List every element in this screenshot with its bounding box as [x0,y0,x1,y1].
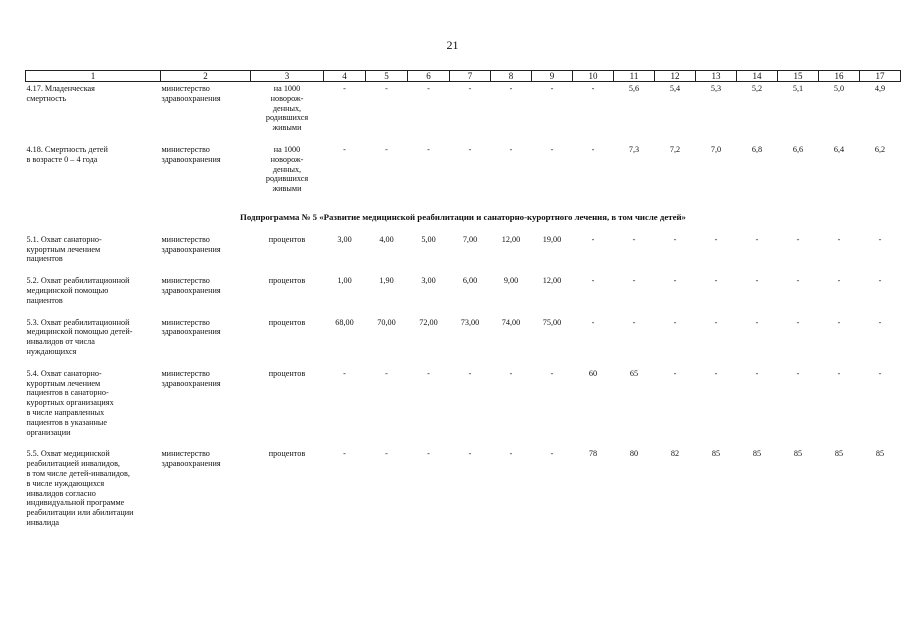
table-row [26,274,901,305]
year-value-cell: - [714,368,718,378]
row-spacer-cell [26,357,901,367]
year-value-cell: - [550,449,554,459]
year-value-cell: 7,0 [710,144,722,154]
year-value-cell: - [714,234,718,244]
year-value-cell: - [796,317,800,327]
unit-of-measure: процентов [268,276,306,286]
year-value-cell: 5,3 [710,84,722,93]
table-row [26,143,901,194]
year-value-cell: - [591,84,595,93]
year-value-cell: - [632,234,636,244]
row-spacer [26,194,901,204]
year-value-cell: - [673,276,677,286]
column-number-header: 3 [251,71,324,82]
year-value-cell: 85 [711,449,721,459]
indicator-name: 5.3. Охват реабилитационной медицинской помощью детей- инвалидов от числа нуждающихся [26,317,133,356]
row-spacer [26,306,901,316]
column-number-header: 7 [450,71,491,82]
year-value-cell: - [427,449,430,459]
year-value-cell: 6,6 [792,144,804,154]
year-value-cell: 5,1 [792,84,804,93]
table-row [26,367,901,438]
indicator-name: 5.2. Охват реабилитационной медицинской помощью пациентов [26,276,130,305]
year-value-cell: - [550,84,554,93]
responsible-authority: министерство здравоохранения [161,84,221,103]
year-value-cell: - [632,317,636,327]
year-value-cell: - [673,234,677,244]
unit-of-measure: процентов [268,317,306,327]
year-value-cell: - [673,368,677,378]
row-spacer-cell [26,264,901,274]
year-value-cell: 5,6 [628,84,640,93]
year-value-cell: - [755,234,759,244]
year-value-cell: 19,00 [542,234,562,244]
year-value-cell: - [796,276,800,286]
unit-of-measure: процентов [268,368,306,378]
year-value-cell: 74,00 [501,317,521,327]
year-value-cell: - [427,144,430,154]
table-row [26,316,901,357]
responsible-authority: министерство здравоохранения [161,276,221,295]
row-spacer-cell [26,437,901,447]
year-value-cell: - [343,368,346,378]
row-spacer [26,357,901,367]
subprogram-section-row [26,204,901,233]
year-value-cell: - [509,144,513,154]
year-value-cell: 9,00 [503,276,519,286]
year-value-cell: - [385,84,388,93]
row-spacer [26,437,901,447]
year-value-cell: 68,00 [335,317,354,327]
year-value-cell: - [591,234,595,244]
column-number-header: 4 [324,71,366,82]
year-value-cell: - [714,276,718,286]
year-value-cell: 4,9 [874,84,886,93]
column-number-header: 1 [26,71,161,82]
year-value-cell: - [343,144,346,154]
indicator-name: 5.5. Охват медицинской реабилитацией инвалидов, в том числе детей-инвалидов, в числе нуждающихся инвалидов согласно индивидуальной программе реабилитации или абилитации инвалида [26,449,134,527]
responsible-authority: министерство здравоохранения [161,144,221,164]
row-spacer [26,264,901,274]
year-value-cell: 6,8 [751,144,763,154]
year-value-cell: - [385,449,388,459]
row-spacer-cell [26,306,901,316]
indicators-table [25,70,901,538]
year-value-cell: - [468,449,472,459]
year-value-cell: - [837,276,841,286]
year-value-cell: 1,00 [337,276,352,286]
column-number-header: 16 [819,71,860,82]
year-value-cell: - [878,368,882,378]
year-value-cell: 5,00 [421,234,436,244]
year-value-cell: - [796,234,800,244]
row-spacer-cell [26,194,901,204]
indicator-name: 5.1. Охват санаторно- курортным лечением пациентов [26,234,102,264]
column-number-header: 17 [860,71,901,82]
column-number-header: 2 [161,71,251,82]
year-value-cell: - [878,317,882,327]
year-value-cell: 75,00 [542,317,562,327]
column-number-header: 6 [408,71,450,82]
year-value-cell: - [550,368,554,378]
year-value-cell: 6,4 [833,144,845,154]
year-value-cell: - [755,317,759,327]
year-value-cell: - [509,449,513,459]
unit-of-measure: процентов [268,449,306,459]
year-value-cell: 3,00 [337,234,352,244]
year-value-cell: - [385,368,388,378]
row-spacer-cell [26,528,901,538]
year-value-cell: 70,00 [377,317,396,327]
year-value-cell: 73,00 [460,317,480,327]
year-value-cell: - [878,234,882,244]
year-value-cell: 5,0 [833,84,845,93]
unit-of-measure: на 1000 новорож- денных, родившихся живыми [265,84,309,133]
responsible-authority: министерство здравоохранения [161,449,221,469]
year-value-cell: - [550,144,554,154]
year-value-cell: - [878,276,882,286]
year-value-cell: 85 [834,449,844,459]
column-number-header-row [26,71,901,82]
year-value-cell: 65 [629,368,639,378]
table-body-bottom [26,233,901,538]
year-value-cell: 60 [588,368,598,378]
responsible-authority: министерство здравоохранения [161,317,221,337]
column-number-header: 5 [366,71,408,82]
year-value-cell: 12,00 [501,234,521,244]
year-value-cell: 7,00 [462,234,478,244]
column-number-header: 10 [573,71,614,82]
row-spacer [26,133,901,143]
year-value-cell: 85 [793,449,803,459]
year-value-cell: - [673,317,677,327]
year-value-cell: 6,2 [874,144,886,154]
year-value-cell: - [509,368,513,378]
year-value-cell: - [755,368,759,378]
year-value-cell: - [837,368,841,378]
year-value-cell: - [632,276,636,286]
responsible-authority: министерство здравоохранения [161,368,221,388]
year-value-cell: 6,00 [462,276,478,286]
year-value-cell: - [468,368,472,378]
page-number: 21 [446,38,459,52]
year-value-cell: 80 [629,449,639,459]
year-value-cell: 1,90 [379,276,394,286]
year-value-cell: 3,00 [421,276,436,286]
year-value-cell: - [427,84,430,93]
year-value-cell: 5,2 [751,84,763,93]
unit-of-measure: процентов [268,234,306,244]
year-value-cell: - [837,317,841,327]
row-spacer [26,528,901,538]
year-value-cell: - [591,317,595,327]
row-spacer-cell [26,133,901,143]
column-number-header: 15 [778,71,819,82]
year-value-cell: - [591,144,595,154]
table-row [26,447,901,527]
year-value-cell: - [755,276,759,286]
year-value-cell: 7,3 [628,144,640,154]
year-value-cell: 5,4 [669,84,681,93]
column-number-header: 14 [737,71,778,82]
table-row [26,233,901,264]
indicator-name: 4.18. Смертность детей в возрасте 0 – 4 года [26,144,108,164]
column-number-header: 8 [491,71,532,82]
year-value-cell: - [714,317,718,327]
year-value-cell: 4,00 [379,234,394,244]
column-number-header: 11 [614,71,655,82]
column-number-header: 9 [532,71,573,82]
year-value-cell: - [427,368,430,378]
indicator-name: 5.4. Охват санаторно- курортным лечением пациентов в санаторно- курортных организациях в числе направленных пациентов в указанные организации [26,368,114,437]
year-value-cell: 85 [875,449,885,459]
year-value-cell: 85 [752,449,762,459]
indicator-name: 4.17. Младенческая смертность [26,84,95,103]
year-value-cell: 78 [588,449,598,459]
subprogram-title: Подпрограмма № 5 «Развитие медицинской реабилитации и санаторно-курортного лечения, в том числе детей» [240,211,686,222]
year-value-cell: 7,2 [669,144,681,154]
table-row [26,82,901,133]
year-value-cell: - [468,84,472,93]
table-body-top [26,82,901,204]
year-value-cell: - [837,234,841,244]
year-value-cell: - [343,84,346,93]
responsible-authority: министерство здравоохранения [161,234,221,254]
unit-of-measure: на 1000 новорож- денных, родившихся живыми [265,144,309,194]
year-value-cell: 12,00 [542,276,562,286]
year-value-cell: 72,00 [419,317,438,327]
year-value-cell: - [591,276,595,286]
year-value-cell: - [796,368,800,378]
year-value-cell: - [468,144,472,154]
year-value-cell: - [509,84,513,93]
column-number-header: 13 [696,71,737,82]
year-value-cell: 82 [670,449,680,459]
column-number-header: 12 [655,71,696,82]
year-value-cell: - [343,449,346,459]
year-value-cell: - [385,144,388,154]
